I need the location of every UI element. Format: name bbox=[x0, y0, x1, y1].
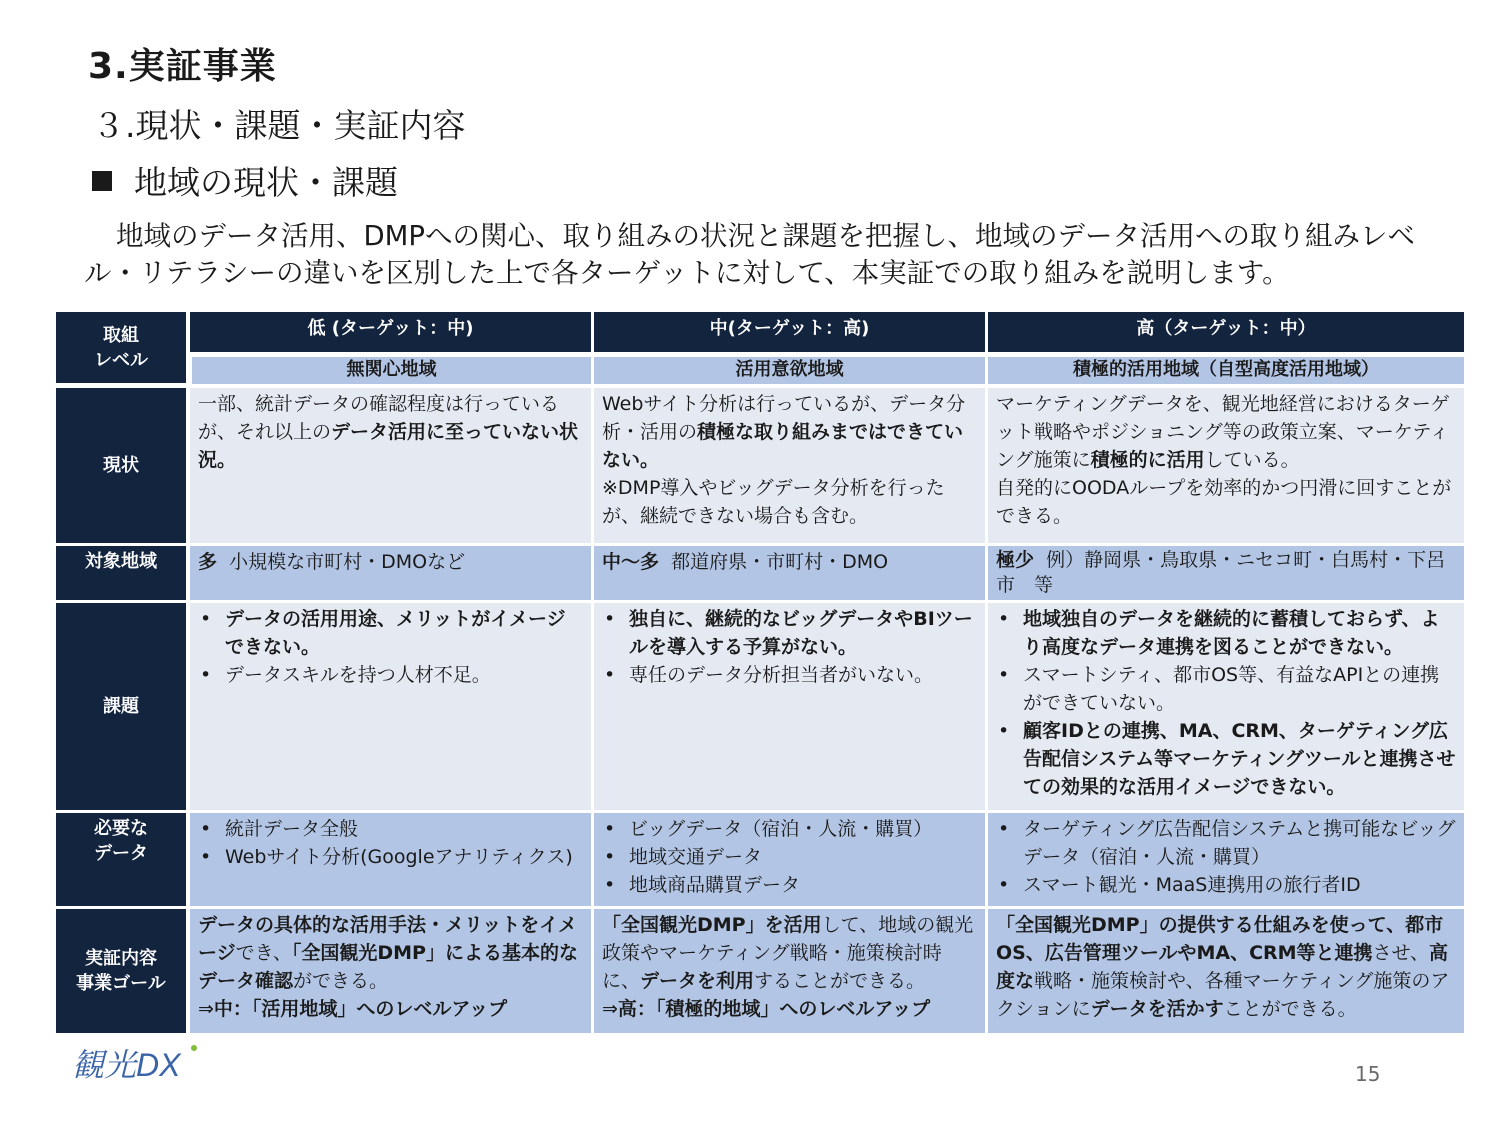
logo-text: 観光DX bbox=[72, 1047, 181, 1083]
row-label-data: 必要な データ bbox=[56, 813, 186, 906]
data-high bbox=[988, 813, 1464, 906]
list-item: • 地域商品購買データ bbox=[602, 871, 977, 899]
list-item: • 統計データ全般 bbox=[198, 815, 583, 843]
list-item: • 地域独自のデータを継続的に蓄積しておらず、より高度なデータ連携を図ることができない。 bbox=[996, 605, 1456, 661]
logo-dot-icon bbox=[191, 1045, 197, 1051]
page-title: 3.実証事業 bbox=[88, 46, 277, 87]
goal-high: 「全国観光DMP」の提供する仕組みを使って、都市OS、広告管理ツールやMA、CRM等と連携させ、高度な戦略・施策検討や、各種マーケティング施策のアクションにデータを活かすことができる。 bbox=[988, 909, 1464, 1033]
status-low: 一部、統計データの確認程度は行っているが、それ以上のデータ活用に至っていない状況。 bbox=[190, 388, 591, 543]
page-number: 15 bbox=[1355, 1062, 1381, 1086]
row-label-goal: 実証内容 事業ゴール bbox=[56, 909, 186, 1033]
list-item: • データの活用用途、メリットがイメージできない。 bbox=[198, 605, 583, 661]
area-header-low: 無関心地域 bbox=[192, 357, 591, 384]
issues-high bbox=[988, 603, 1464, 810]
list-item: • 地域交通データ bbox=[602, 843, 977, 871]
goal-mid: 「全国観光DMP」を活用して、地域の観光政策やマーケティング戦略・施策検討時に、データを利用することができる。 ⇒高：「積極的地域」へのレベルアップ bbox=[594, 909, 985, 1033]
square-bullet-icon bbox=[92, 171, 112, 191]
col-header-mid: 中(ターゲット：高) bbox=[594, 312, 985, 352]
status-high: マーケティングデータを、観光地経営におけるターゲット戦略やポジショニング等の政策立案、マーケティング施策に積極的に活用している。 自発的にOODAループを効率的かつ円滑に回すことができる。 bbox=[988, 388, 1464, 543]
kanko-dx-logo bbox=[72, 1042, 202, 1086]
issues-mid bbox=[594, 603, 985, 810]
list-item: • Webサイト分析(Googleアナリティクス) bbox=[198, 843, 583, 871]
list-item: • 顧客IDとの連携、MA、CRM、ターゲティング広告配信システム等マーケティングツールと連携させての効果的な活用イメージできない。 bbox=[996, 717, 1456, 801]
section-heading-text: 地域の現状・課題 bbox=[134, 163, 398, 202]
col-header-low: 低 (ターゲット：中) bbox=[190, 312, 591, 352]
intro-text: 地域のデータ活用、DMPへの関心、取り組みの状況と課題を把握し、地域のデータ活用への取り組みレベル・リテラシーの違いを区別した上で各ターゲットに対して、本実証での取り組みを説明します。 bbox=[84, 220, 1415, 289]
data-low bbox=[190, 813, 591, 906]
goal-low: データの具体的な活用手法・メリットをイメージでき、「全国観光DMP」による基本的なデータ確認ができる。 ⇒中：「活用地域」へのレベルアップ bbox=[190, 909, 591, 1033]
list-item: • スマート観光・MaaS連携用の旅行者ID bbox=[996, 871, 1456, 899]
list-item: • 独自に、継続的なビッグデータやBIツールを導入する予算がない。 bbox=[602, 605, 977, 661]
target-mid: 中～多 都道府県・市町村・DMO bbox=[594, 546, 985, 600]
row-label-target: 対象地域 bbox=[56, 546, 186, 600]
list-item: • スマートシティ、都市OS等、有益なAPIとの連携ができていない。 bbox=[996, 661, 1456, 717]
corner-header: 取組 レベル bbox=[56, 312, 186, 383]
area-header-mid: 活用意欲地域 bbox=[594, 357, 985, 384]
list-item: • ビッグデータ（宿泊・人流・購買） bbox=[602, 815, 977, 843]
target-high: 極少 例）静岡県・鳥取県・ニセコ町・白馬村・下呂市 等 bbox=[988, 546, 1464, 600]
row-label-issues: 課題 bbox=[56, 603, 186, 810]
list-item: • データスキルを持つ人材不足。 bbox=[198, 661, 583, 689]
target-low: 多 小規模な市町村・DMOなど bbox=[190, 546, 591, 600]
status-mid: Webサイト分析は行っているが、データ分析・活用の積極な取り組みまではできていない。 ※DMP導入やビッグデータ分析を行ったが、継続できない場合も含む。 bbox=[594, 388, 985, 543]
intro-paragraph bbox=[84, 218, 1424, 292]
area-header-high: 積極的活用地域（自型高度活用地域） bbox=[988, 357, 1464, 384]
issues-low bbox=[190, 603, 591, 810]
list-item: • 専任のデータ分析担当者がいない。 bbox=[602, 661, 977, 689]
data-mid bbox=[594, 813, 985, 906]
col-header-high: 高（ターゲット：中） bbox=[988, 312, 1464, 352]
list-item: • ターゲティング広告配信システムと携可能なビッグデータ（宿泊・人流・購買） bbox=[996, 815, 1456, 871]
page-subtitle: ３.現状・課題・実証内容 bbox=[92, 106, 466, 145]
row-label-status: 現状 bbox=[56, 388, 186, 543]
section-heading bbox=[92, 157, 398, 204]
